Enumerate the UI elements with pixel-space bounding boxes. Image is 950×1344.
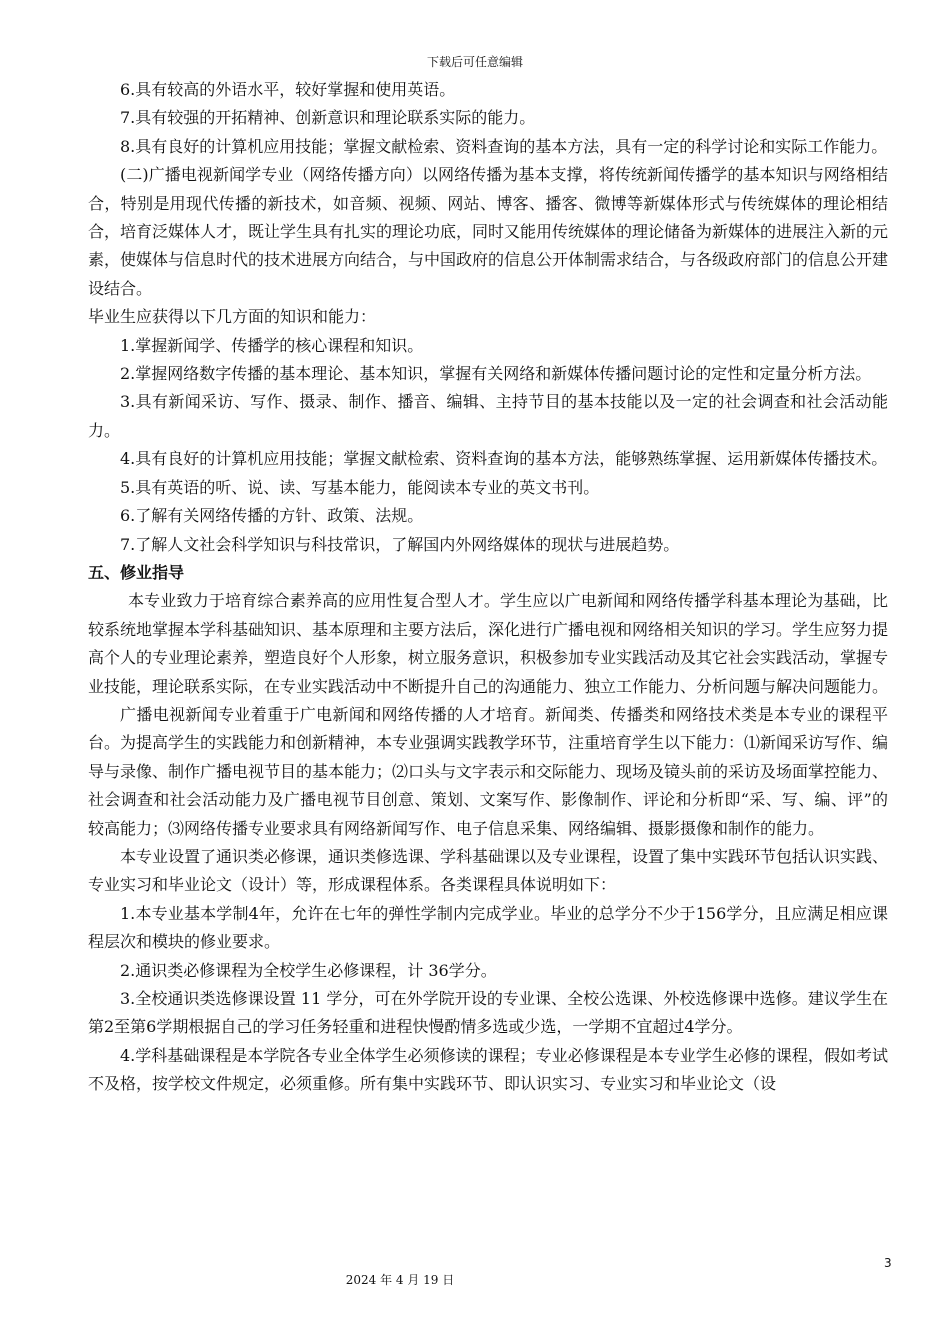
paragraph: 本专业致力于培育综合素养高的应用性复合型人才。学生应以广电新闻和网络传播学科基本理论为基础，比较系统地掌握本学科基础知识、基本原理和主要方法后，深化进行广播电视和网络相关知识的学习。学生应努力提高个人的专业理论素养，塑造良好个人形象，树立服务意识，积极参加专业实践活动及其它社会实践活动，掌握专业技能，理论联系实际，在专业实践活动中不断提升自己的沟通能力、独立工作能力、分析问题与解决问题能力。	[88, 591, 889, 696]
paragraph: 7.具有较强的开拓精神、创新意识和理论联系实际的能力。	[120, 108, 536, 128]
list-item: 4.学科基础课程是本学院各专业全体学生必须修读的课程；专业必修课程是本专业学生必修的课程，假如考试不及格，按学校文件规定，必须重修。所有集中实践环节、即认识实习、专业实习和毕业论文（设	[88, 1045, 888, 1094]
paragraph: (二)广播电视新闻学专业（网络传播方向）以网络传播为基本支撑，将传统新闻传播学的基本知识与网络相结合，特别是用现代传播的新技术，如音频、视频、网站、博客、播客、微博等新媒体形式与传统媒体的理论相结合，培育泛媒体人才，既让学生具有扎实的理论功底，同时又能用传统媒体的理论储备为新媒体的进展注入新的元素，使媒体与信息时代的技术进展方向结合，与中国政府的信息公开体制需求结合，与各级政府部门的信息公开建设结合。	[88, 165, 889, 298]
list-item: 1.本专业基本学制4年，允许在七年的弹性学制内完成学业。毕业的总学分不少于156学分，且应满足相应课程层次和模块的修业要求。	[88, 903, 888, 952]
list-item: 4.具有良好的计算机应用技能；掌握文献检索、资料查询的基本方法，能够熟练掌握、运用新媒体传播技术。	[120, 449, 888, 469]
list-item: 6.了解有关网络传播的方针、政策、法规。	[120, 506, 424, 526]
list-item: 3.全校通识类选修课设置 11 学分，可在外学院开设的专业课、全校公选课、外校选修课中选修。建议学生在第2至第6学期根据自己的学习任务轻重和进程快慢酌情多选或少选，一学期不宜超过4学分。	[88, 989, 888, 1037]
section-heading: 五、修业指导	[88, 562, 185, 582]
paragraph: 广播电视新闻专业着重于广电新闻和网络传播的人才培育。新闻类、传播类和网络技术类是本专业的课程平台。为提高学生的实践能力和创新精神，本专业强调实践教学环节，注重培育学生以下能力：⑴新闻采访写作、编导与录像、制作广播电视节目的基本能力；⑵口头与文字表示和交际能力、现场及镜头前的采访及场面掌控能力、社会调查和社会活动能力及广播电视节目创意、策划、文案写作、影像制作、评论和分析即“采、写、编、评”的较高能力；⑶网络传播专业要求具有网络新闻写作、电子信息采集、网络编辑、摄影摄像和制作的能力。	[88, 704, 889, 838]
list-item: 7.了解人文社会科学知识与科技常识，了解国内外网络媒体的现状与进展趋势。	[120, 534, 680, 554]
list-item: 2.通识类必修课程为全校学生必修课程，计 36学分。	[120, 960, 497, 980]
document-body	[88, 76, 888, 1099]
paragraph: 毕业生应获得以下几方面的知识和能力：	[88, 307, 377, 327]
paragraph: 8.具有良好的计算机应用技能；掌握文献检索、资料查询的基本方法，具有一定的科学讨论和实际工作能力。	[120, 136, 888, 156]
list-item: 2.掌握网络数字传播的基本理论、基本知识，掌握有关网络和新媒体传播问题讨论的定性和定量分析方法。	[120, 364, 872, 384]
paragraph: 6.具有较高的外语水平，较好掌握和使用英语。	[120, 80, 456, 99]
paragraph: 本专业设置了通识类必修课，通识类修选课、学科基础课以及专业课程，设置了集中实践环节包括认识实践、专业实习和毕业论文（设计）等，形成课程体系。各类课程具体说明如下：	[88, 846, 889, 895]
page-header: 下载后可任意编辑	[426, 55, 523, 69]
list-item: 5.具有英语的听、说、读、写基本能力，能阅读本专业的英文书刊。	[120, 477, 600, 497]
list-item: 3.具有新闻采访、写作、摄录、制作、播音、编辑、主持节目的基本技能以及一定的社会调查和社会活动能力。	[88, 392, 888, 440]
list-item: 1.掌握新闻学、传播学的核心课程和知识。	[120, 335, 424, 355]
footer-date: 2024 年 4 月 19 日	[345, 1273, 455, 1287]
page-number: 3	[884, 1256, 892, 1270]
